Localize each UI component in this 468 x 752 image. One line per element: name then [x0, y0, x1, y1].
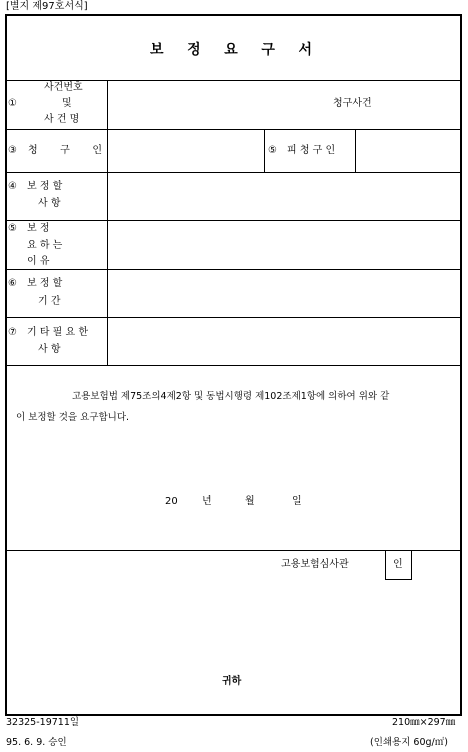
- claimant-split-1: [264, 129, 265, 172]
- footer-code: 32325-19711일: [6, 717, 80, 728]
- case-label-2: 및: [62, 98, 72, 109]
- rule-2: [5, 129, 462, 130]
- rule-4: [5, 220, 462, 221]
- footer-paper-weight: (인쇄용지 60g/㎡): [370, 737, 448, 748]
- rule-7: [5, 365, 462, 366]
- amend-items-num: ④: [8, 181, 17, 192]
- amend-reason-label-1: 보 정: [27, 223, 50, 234]
- claimant-label-text: 청 구 인: [28, 145, 102, 156]
- date-month: 월: [245, 496, 255, 507]
- amend-reason-label-3: 이 유: [27, 256, 50, 267]
- date-year-prefix: 20: [165, 496, 178, 507]
- form-number-tag: [별지 제97호서식]: [6, 1, 88, 12]
- amend-period-label-1: 보 정 할: [27, 278, 63, 289]
- claimant-split-2: [355, 129, 356, 172]
- label-column-divider: [107, 80, 108, 365]
- amend-period-label-2: 기 간: [38, 296, 61, 307]
- body-text-line-1: 고용보험법 제75조의4제2항 및 동법시행령 제102조제1항에 의하여 위와 같: [72, 391, 390, 402]
- body-text-line-2: 이 보정할 것을 요구합니다.: [16, 412, 130, 423]
- claimant-num: ③: [8, 145, 17, 156]
- document-title: [150, 42, 312, 58]
- claimant-label: [28, 145, 102, 157]
- case-num: ①: [8, 98, 17, 109]
- authority-name: 고용보험심사관: [281, 559, 349, 570]
- case-label-3: 사 건 명: [44, 114, 80, 125]
- footer-approval: 95. 6. 9. 승인: [6, 737, 67, 748]
- frame-top: [5, 14, 462, 16]
- footer-paper-size: 210㎜×297㎜: [392, 717, 456, 728]
- rule-3: [5, 172, 462, 173]
- rule-6: [5, 317, 462, 318]
- amend-items-label-1: 보 정 할: [27, 181, 63, 192]
- date-day: 일: [292, 496, 302, 507]
- seal-text: 인: [393, 559, 403, 570]
- frame-bottom: [5, 714, 462, 716]
- rule-5: [5, 269, 462, 270]
- title-text: 보 정 요 구 서: [150, 42, 312, 58]
- amend-reason-label-2: 요 하 는: [27, 240, 63, 251]
- other-num: ⑦: [8, 327, 17, 338]
- other-label-1: 기 타 필 요 한: [27, 327, 89, 338]
- respondent-num: ⑤: [268, 145, 277, 156]
- respondent-label: 피 청 구 인: [287, 145, 336, 156]
- rule-1: [5, 80, 462, 81]
- addressee: 귀하: [222, 676, 242, 687]
- date-year: 년: [202, 496, 212, 507]
- amend-reason-num: ⑤: [8, 223, 17, 234]
- amend-items-label-2: 사 항: [38, 198, 61, 209]
- amend-period-num: ⑥: [8, 278, 17, 289]
- case-value: 청구사건: [333, 98, 372, 109]
- other-label-2: 사 항: [38, 344, 61, 355]
- case-label-1: 사건번호: [44, 82, 83, 93]
